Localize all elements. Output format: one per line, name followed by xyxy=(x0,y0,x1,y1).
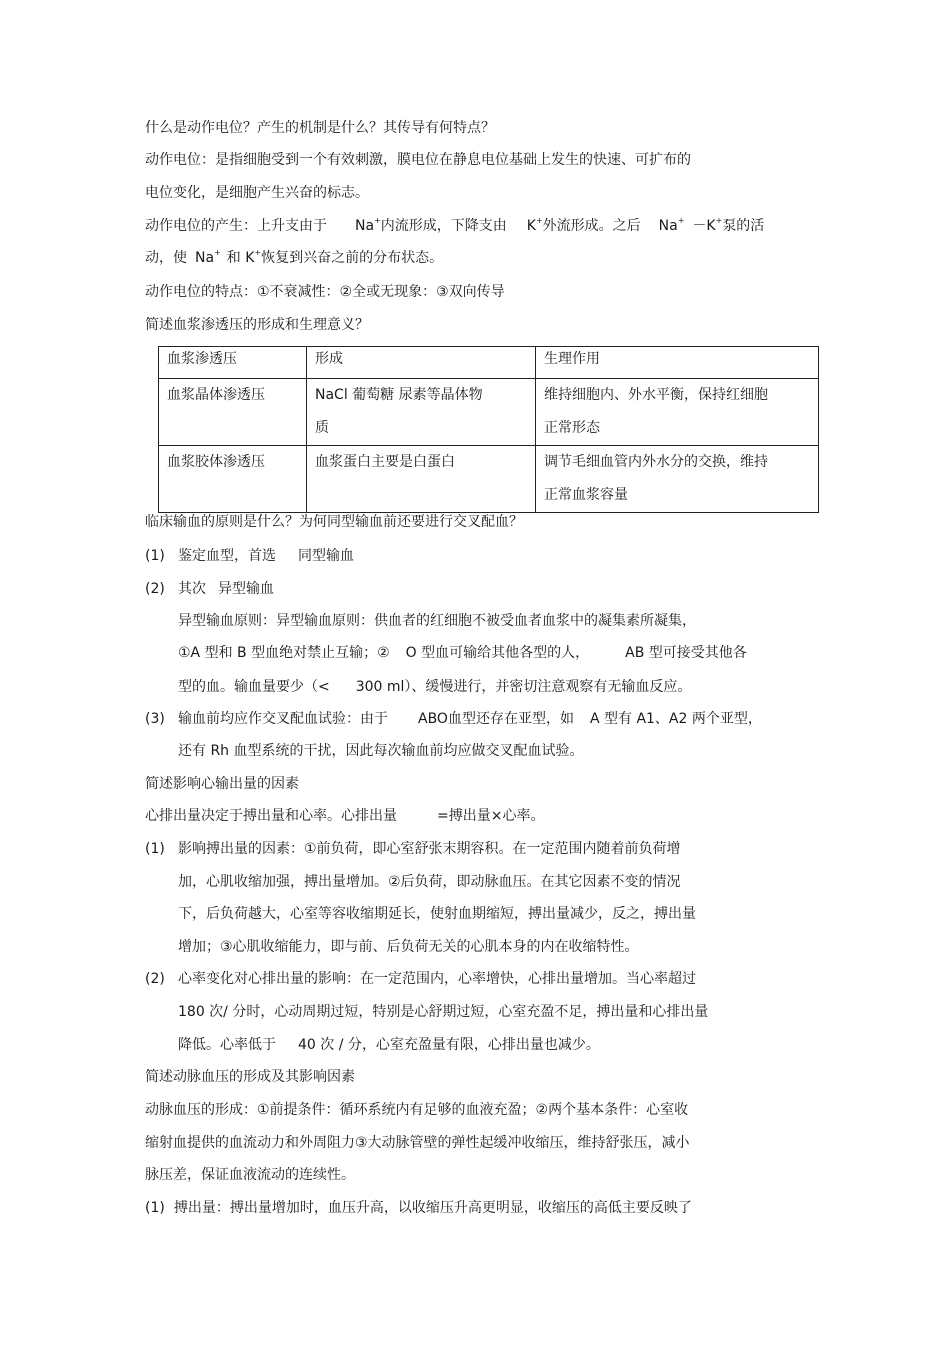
paragraph-line: 加，心肌收缩加强，搏出量增加。②后负荷，即动脉血压。在其它因素不变的情况 xyxy=(178,874,681,890)
list-item: 心率变化对心排出量的影响：在一定范围内，心率增快，心排出量增加。当心率超过 xyxy=(178,971,696,987)
paragraph-line: 脉压差，保证血液流动的连续性。 xyxy=(145,1167,355,1183)
paragraph-line: 动作电位：是指细胞受到一个有效刺激，膜电位在静息电位基础上发生的快速、可扩布的 xyxy=(145,152,691,168)
paragraph-line: 缩射血提供的血流动力和外周阻力③大动脉管壁的弹性起缓冲收缩压，维持舒张压，减小 xyxy=(145,1135,690,1151)
table-cell: 维持细胞内、外水平衡，保持红细胞 正常形态 xyxy=(536,379,819,446)
question-plasma-osmotic: 简述血浆渗透压的形成和生理意义？ xyxy=(145,317,369,333)
paragraph-line: 动，使 Na+ 和 K+恢复到兴奋之前的分布状态。 xyxy=(145,248,444,266)
paragraph-line: 心排出量决定于搏出量和心率。心排出量 =搏出量×心率。 xyxy=(145,808,545,824)
list-number: (1) xyxy=(145,548,165,564)
paragraph-line: 型的血。输血量要少（< 300 ml）、缓慢进行，并密切注意观察有无输血反应。 xyxy=(178,679,692,695)
table-header-cell: 血浆渗透压 xyxy=(159,347,307,379)
list-number: (3) xyxy=(145,711,165,727)
list-item: 鉴定血型，首选 同型输血 xyxy=(178,548,354,564)
table-row xyxy=(159,379,819,446)
paragraph-line: 下，后负荷越大，心室等容收缩期延长，使射血期缩短，搏出量减少，反之，搏出量 xyxy=(178,906,696,922)
table-cell: 血浆胶体渗透压 xyxy=(159,446,307,513)
paragraph-line: 动脉血压的形成：①前提条件：循环系统内有足够的血液充盈；②两个基本条件：心室收 xyxy=(145,1102,689,1118)
table-row xyxy=(159,446,819,513)
paragraph-line: 异型输血原则：异型输血原则：供血者的红细胞不被受血者血浆中的凝集素所凝集， xyxy=(178,613,696,629)
list-item: 影响搏出量的因素：①前负荷，即心室舒张末期容积。在一定范围内随着前负荷增 xyxy=(178,841,681,857)
paragraph-line: 动作电位的特点：①不衰减性：②全或无现象：③双向传导 xyxy=(145,284,505,300)
paragraph-line: 还有 Rh 血型系统的干扰，因此每次输血前均应做交叉配血试验。 xyxy=(178,743,584,759)
table-header-cell: 形成 xyxy=(307,347,536,379)
paragraph-line: 动作电位的产生：上升支由于 Na+内流形成，下降支由 K+外流形成。之后 Na+ －K+泵的活 xyxy=(145,216,765,234)
list-item: 其次 异型输血 xyxy=(178,581,274,597)
table-cell: 血浆晶体渗透压 xyxy=(159,379,307,446)
question-transfusion: 临床输血的原则是什么？为何同型输血前还要进行交叉配血？ xyxy=(145,514,523,530)
osmotic-pressure-table xyxy=(158,346,819,513)
list-item: 输血前均应作交叉配血试验：由于 ABO血型还存在亚型，如 A 型有 A1、A2 两个亚型， xyxy=(178,711,762,727)
paragraph-line: 电位变化，是细胞产生兴奋的标志。 xyxy=(145,185,369,201)
paragraph-line: 180 次/ 分时，心动周期过短，特别是心舒期过短，心室充盈不足，搏出量和心排出量 xyxy=(178,1004,709,1020)
table-cell: 调节毛细血管内外水分的交换，维持 正常血浆容量 xyxy=(536,446,819,513)
paragraph-line: 增加；③心肌收缩能力，即与前、后负荷无关的心肌本身的内在收缩特性。 xyxy=(178,939,639,955)
list-item: (1) 搏出量：搏出量增加时，血压升高，以收缩压升高更明显，收缩压的高低主要反映了 xyxy=(145,1200,692,1216)
table-cell: 血浆蛋白主要是白蛋白 xyxy=(307,446,536,513)
paragraph-line: ①A 型和 B 型血绝对禁止互输；② O 型血可输给其他各型的人， AB 型可接受其他各 xyxy=(178,645,747,661)
paragraph-line: 降低。心率低于 40 次 / 分，心室充盈量有限，心排出量也减少。 xyxy=(178,1037,600,1053)
table-header-row xyxy=(159,347,819,379)
list-number: (2) xyxy=(145,581,165,597)
table-header-cell: 生理作用 xyxy=(536,347,819,379)
question-action-potential: 什么是动作电位？产生的机制是什么？其传导有何特点？ xyxy=(145,120,495,136)
list-number: (2) xyxy=(145,971,165,987)
question-cardiac-output: 简述影响心输出量的因素 xyxy=(145,776,299,792)
list-number: (1) xyxy=(145,841,165,857)
question-arterial-pressure: 简述动脉血压的形成及其影响因素 xyxy=(145,1069,355,1085)
table-cell: NaCl 葡萄糖 尿素等晶体物 质 xyxy=(307,379,536,446)
